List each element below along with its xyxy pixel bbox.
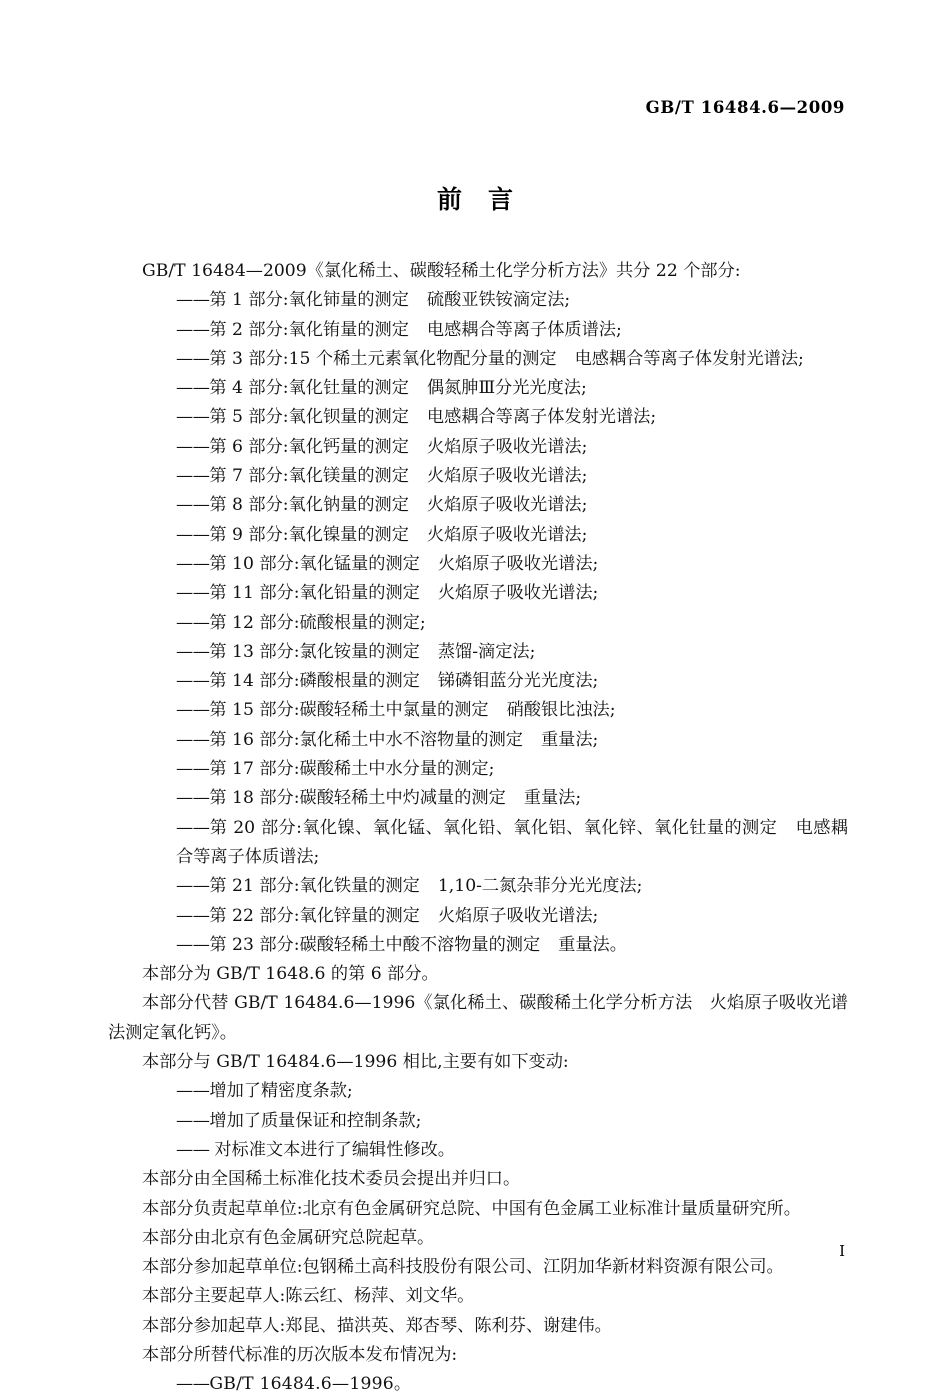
list-dash: —— — [176, 729, 210, 750]
intro-lead: GB/T 16484—2009《氯化稀土、碳酸轻稀土化学分析方法》共分 22 个部分: — [142, 261, 741, 281]
part-label: 第 12 部分: — [209, 612, 300, 633]
part-method: 偶氮胂Ⅲ分光光度法; — [426, 378, 587, 399]
part-method: 火焰原子吸收光谱法; — [426, 466, 588, 487]
part-label: 第 16 部分: — [209, 729, 300, 750]
part-label: 第 11 部分: — [209, 583, 300, 604]
part-subject: 氧化锰量的测定 — [299, 553, 420, 574]
part-list-item — [108, 345, 848, 374]
part-subject: 碳酸轻稀土中酸不溶物量的测定 — [299, 934, 541, 955]
part-list-item — [108, 521, 848, 550]
part-subject: 15 个稀土元素氧化物配分量的测定 — [288, 348, 557, 369]
part-label: 第 13 部分: — [209, 641, 300, 662]
list-dash: —— — [176, 1139, 215, 1160]
list-dash: —— — [176, 905, 210, 926]
part-subject: 磷酸根量的测定 — [299, 671, 420, 692]
part-label: 第 8 部分: — [209, 495, 289, 516]
part-label: 第 18 部分: — [209, 788, 300, 809]
part-subject: 氧化镁量的测定 — [288, 466, 409, 487]
paragraph-responsible-units: 本部分负责起草单位:北京有色金属研究总院、中国有色金属工业标准计量质量研究所。 — [142, 1198, 801, 1219]
part-list-item — [108, 726, 848, 755]
list-dash: —— — [176, 466, 210, 487]
part-method: 电感耦合等离子体发射光谱法; — [426, 407, 657, 428]
list-dash: —— — [176, 788, 210, 809]
list-dash: —— — [176, 876, 210, 897]
paragraph-replaces: 本部分代替 GB/T 16484.6—1996《氯化稀土、碳酸稀土化学分析方法 火焰原子吸收光谱法测定氧化钙》。 — [108, 993, 848, 1043]
part-subject: 氧化钍量的测定 — [288, 378, 409, 399]
part-subject: 碳酸轻稀土中氯量的测定 — [299, 700, 489, 721]
part-label: 第 1 部分: — [209, 290, 289, 311]
list-dash: —— — [176, 641, 210, 662]
part-subject: 氯化稀土中水不溶物量的测定 — [299, 729, 523, 750]
part-label: 第 23 部分: — [209, 934, 300, 955]
part-list-item — [108, 814, 848, 873]
history-list — [108, 1370, 848, 1399]
list-dash: —— — [176, 671, 210, 692]
part-list-item — [108, 462, 848, 491]
running-header-standard-number: GB/T 16484.6—2009 — [645, 98, 845, 117]
list-dash: —— — [176, 1081, 210, 1102]
part-subject: 氧化钡量的测定 — [288, 407, 409, 428]
part-subject: 氧化铅量的测定 — [299, 583, 420, 604]
part-list-item — [108, 286, 848, 315]
list-dash: —— — [176, 759, 210, 780]
part-subject: 氧化锌量的测定 — [299, 905, 420, 926]
list-dash: —— — [176, 495, 210, 516]
list-dash: —— — [176, 378, 210, 399]
paragraph-participating-drafters: 本部分参加起草人:郑昆、描洪英、郑杏琴、陈利芬、谢建伟。 — [142, 1315, 612, 1336]
history-text: GB/T 16484.6—1996。 — [209, 1374, 412, 1395]
paragraph-drafted-by: 本部分由北京有色金属研究总院起草。 — [142, 1227, 435, 1248]
part-subject: 氧化铈量的测定 — [288, 290, 409, 311]
part-subject: 氧化铕量的测定 — [288, 319, 409, 340]
part-subject: 硫酸根量的测定; — [299, 612, 426, 633]
part-list-item — [108, 872, 848, 901]
list-dash: —— — [176, 612, 210, 633]
part-method: 火焰原子吸收光谱法; — [437, 905, 599, 926]
part-label: 第 3 部分: — [209, 348, 289, 369]
part-method: 硫酸亚铁铵滴定法; — [426, 290, 571, 311]
part-label: 第 5 部分: — [209, 407, 289, 428]
part-list-item — [108, 931, 848, 960]
part-list-item — [108, 755, 848, 784]
part-label: 第 9 部分: — [209, 524, 289, 545]
part-method: 硝酸银比浊法; — [506, 700, 616, 721]
part-label: 第 7 部分: — [209, 466, 289, 487]
list-dash: —— — [176, 524, 210, 545]
part-subject: 氧化铁量的测定 — [299, 876, 420, 897]
part-list-item — [108, 403, 848, 432]
list-dash: —— — [176, 319, 210, 340]
list-dash: —— — [176, 290, 210, 311]
part-method: 火焰原子吸收光谱法; — [437, 583, 599, 604]
part-method: 电感耦合等离子体质谱法; — [176, 817, 848, 867]
paragraph-participating-units: 本部分参加起草单位:包钢稀土高科技股份有限公司、江阴加华新材料资源有限公司。 — [142, 1257, 784, 1278]
part-label: 第 21 部分: — [209, 876, 300, 897]
part-method: 锑磷钼蓝分光光度法; — [437, 671, 599, 692]
changes-list — [108, 1077, 848, 1165]
page-number: I — [839, 1242, 845, 1260]
part-label: 第 15 部分: — [209, 700, 300, 721]
part-label: 第 20 部分: — [209, 817, 302, 838]
part-label: 第 10 部分: — [209, 553, 300, 574]
list-dash: —— — [176, 553, 210, 574]
part-list-item — [108, 696, 848, 725]
list-dash: —— — [176, 1110, 210, 1131]
part-subject: 氧化钙量的测定 — [288, 436, 409, 457]
part-list-item — [108, 433, 848, 462]
list-dash: —— — [176, 436, 210, 457]
part-list-item — [108, 374, 848, 403]
list-dash: —— — [176, 934, 210, 955]
change-text: 增加了精密度条款; — [209, 1081, 353, 1102]
part-method: 电感耦合等离子体发射光谱法; — [574, 348, 804, 369]
paragraph-part-of: 本部分为 GB/T 1648.6 的第 6 部分。 — [142, 964, 439, 985]
part-subject: 碳酸稀土中水分量的测定; — [299, 759, 495, 780]
part-method: 火焰原子吸收光谱法; — [426, 436, 588, 457]
part-subject: 氧化钠量的测定 — [288, 495, 409, 516]
list-dash: —— — [176, 700, 210, 721]
part-subject: 氧化镍量的测定 — [288, 524, 409, 545]
part-list-item — [108, 550, 848, 579]
part-list-item — [108, 579, 848, 608]
part-list-item — [108, 316, 848, 345]
paragraph-changes-lead: 本部分与 GB/T 16484.6—1996 相比,主要有如下变动: — [142, 1052, 569, 1073]
paragraph-main-drafters: 本部分主要起草人:陈云红、杨萍、刘文华。 — [142, 1286, 475, 1307]
part-method: 重量法; — [523, 788, 582, 809]
part-label: 第 4 部分: — [209, 378, 289, 399]
part-list-item — [108, 491, 848, 520]
part-subject: 氯化铵量的测定 — [299, 641, 420, 662]
change-text: 对标准文本进行了编辑性修改。 — [214, 1139, 455, 1160]
change-list-item — [108, 1136, 848, 1165]
part-subject: 氧化镍、氧化锰、氧化铅、氧化铝、氧化锌、氧化钍量的测定 — [301, 817, 778, 838]
list-dash: —— — [176, 407, 210, 428]
part-method: 电感耦合等离子体质谱法; — [426, 319, 622, 340]
part-method: 火焰原子吸收光谱法; — [437, 553, 599, 574]
part-method: 重量法。 — [558, 934, 627, 955]
part-method: 蒸馏-滴定法; — [437, 641, 536, 662]
history-list-item — [108, 1370, 848, 1399]
part-label: 第 17 部分: — [209, 759, 300, 780]
part-list-item — [108, 609, 848, 638]
part-label: 第 6 部分: — [209, 436, 289, 457]
part-subject: 碳酸轻稀土中灼减量的测定 — [299, 788, 506, 809]
part-list-item — [108, 902, 848, 931]
page-title: 前言 — [436, 185, 539, 214]
change-list-item — [108, 1077, 848, 1106]
list-dash: —— — [176, 583, 210, 604]
parts-list — [108, 286, 848, 960]
part-method: 重量法; — [540, 729, 599, 750]
part-label: 第 14 部分: — [209, 671, 300, 692]
part-method: 火焰原子吸收光谱法; — [426, 524, 588, 545]
part-method: 火焰原子吸收光谱法; — [426, 495, 588, 516]
part-list-item — [108, 667, 848, 696]
part-method: 1,10-二氮杂菲分光光度法; — [437, 876, 643, 897]
paragraph-history-lead: 本部分所替代标准的历次版本发布情况为: — [142, 1344, 458, 1365]
change-text: 增加了质量保证和控制条款; — [209, 1110, 422, 1131]
paragraph-proposer: 本部分由全国稀土标准化技术委员会提出并归口。 — [142, 1169, 521, 1190]
part-label: 第 22 部分: — [209, 905, 300, 926]
list-dash: —— — [176, 1374, 210, 1395]
part-list-item — [108, 638, 848, 667]
part-list-item — [108, 784, 848, 813]
foreword-body — [108, 257, 848, 1400]
change-list-item — [108, 1107, 848, 1136]
list-dash: —— — [176, 817, 210, 838]
list-dash: —— — [176, 348, 210, 369]
part-label: 第 2 部分: — [209, 319, 289, 340]
